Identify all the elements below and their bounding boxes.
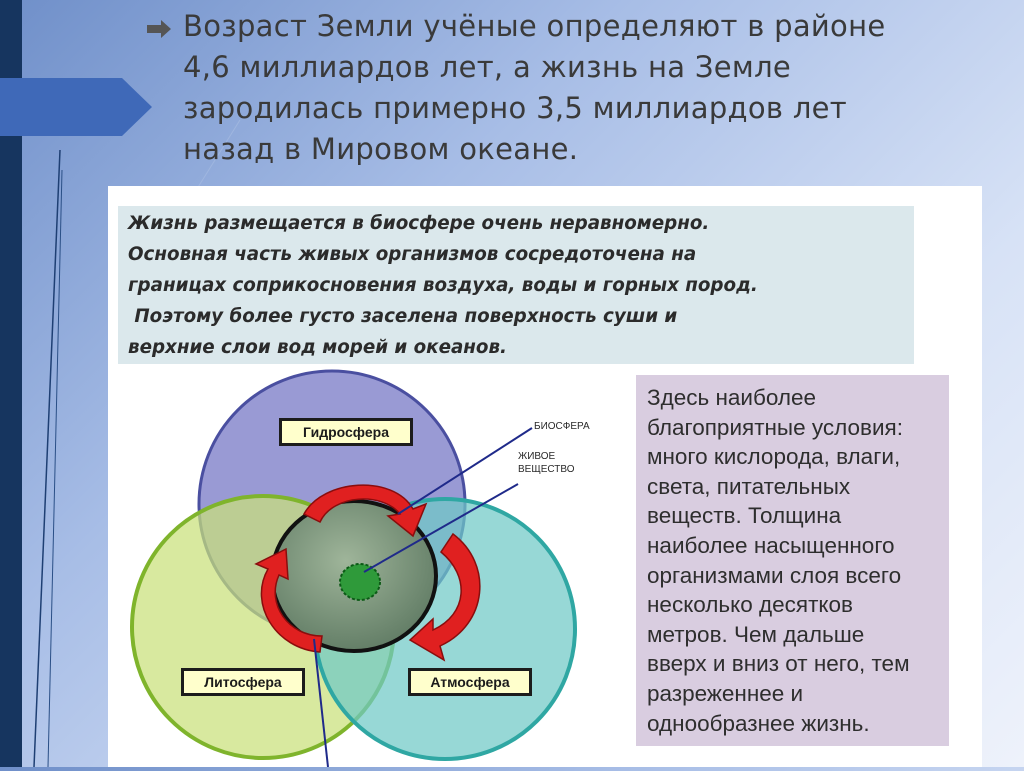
side-line: наиболее насыщенного [647, 532, 895, 558]
spheres-diagram [108, 364, 636, 767]
headline-line: зародилась примерно 3,5 миллиардов лет [183, 91, 847, 125]
side-line: света, питательных [647, 473, 851, 499]
hydrosphere-label: Гидросфера [279, 418, 413, 446]
side-line: веществ. Толщина [647, 503, 842, 529]
side-line: Здесь наиболее [647, 385, 817, 410]
side-line: однообразнее жизнь. [647, 710, 870, 736]
info-line: Жизнь размещается в биосфере очень неравномерно. [128, 213, 710, 234]
info-line: Поэтому более густо заселена поверхность суши и [128, 306, 678, 327]
side-line: организмами слоя всего [647, 562, 902, 588]
headline-line: назад в Мировом океане. [183, 132, 579, 166]
info-line: верхние слои вод морей и океанов. [128, 337, 508, 358]
side-line: метров. Чем дальше [647, 621, 865, 647]
living-matter-caption: ЖИВОЕ ВЕЩЕСТВО [518, 451, 575, 475]
info-line: Основная часть живых организмов сосредоточена на [128, 244, 697, 265]
side-line: несколько десятков [647, 592, 853, 618]
atmosphere-label: Атмосфера [408, 668, 532, 696]
conditions-text-box [636, 375, 949, 746]
biosphere-info-box [118, 206, 914, 364]
living-matter-spot [340, 564, 380, 600]
headline-line: Возраст Земли учёные определяют в районе [183, 9, 886, 43]
side-line: разреженнее и [647, 680, 804, 706]
side-line: вверх и вниз от него, тем [647, 651, 910, 677]
biosphere-caption: БИОСФЕРА [534, 421, 590, 432]
headline-text [183, 6, 1003, 170]
info-line: границах соприкосновения воздуха, воды и горных пород. [128, 275, 758, 296]
side-line: благоприятные условия: [647, 414, 903, 440]
lithosphere-label: Литосфера [181, 668, 305, 696]
headline-line: 4,6 миллиардов лет, а жизнь на Земле [183, 50, 792, 84]
title-arrow-tab [0, 78, 152, 136]
bullet-arrow-icon [147, 20, 171, 38]
side-line: много кислорода, влаги, [647, 444, 901, 470]
